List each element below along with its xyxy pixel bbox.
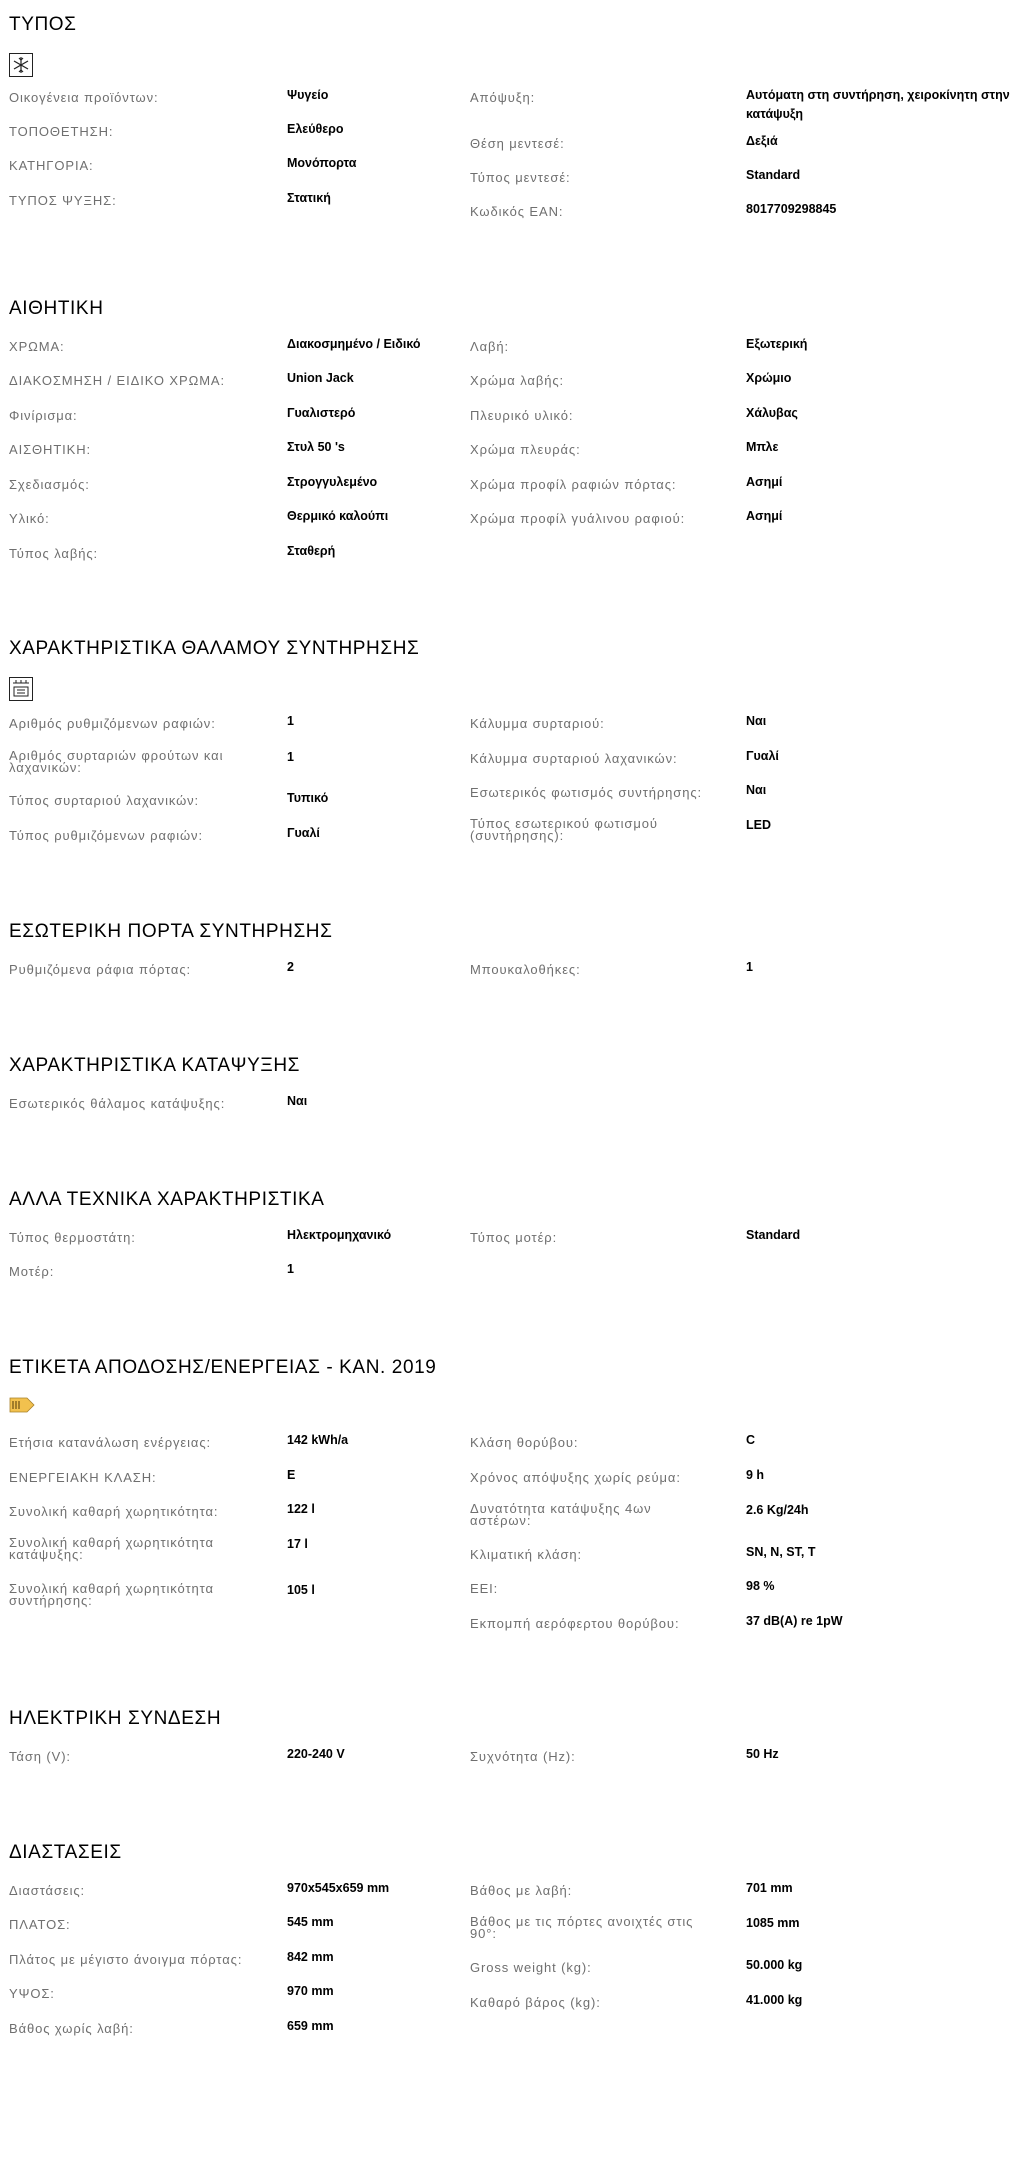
spec-value: Σταθερή (287, 544, 336, 558)
spec-label: Κλάση θορύβου: (470, 1435, 579, 1450)
spec-value: 701 mm (746, 1881, 793, 1895)
section-title: ΧΑΡΑΚΤΗΡΙΣΤΙΚΑ ΚΑΤΑΨΥΞΗΣ (9, 1055, 301, 1076)
spec-label: Συχνότητα (Hz): (470, 1749, 576, 1764)
spec-label: Ετήσια κατανάλωση ενέργειας: (9, 1435, 211, 1450)
spec-label: Οικογένεια προϊόντων: (9, 90, 159, 105)
spec-label: Καθαρό βάρος (kg): (470, 1995, 601, 2010)
spec-value: 105 l (287, 1583, 315, 1597)
spec-value: Στρογγυλεμένο (287, 475, 378, 489)
spec-label: ΧΡΩΜΑ: (9, 339, 65, 354)
spec-label: Τύπος συρταριού λαχανικών: (9, 793, 200, 808)
spec-label: EEI: (470, 1581, 499, 1596)
spec-label: Πλευρικό υλικό: (470, 408, 574, 423)
spec-label: Σχεδιασμός: (9, 477, 90, 492)
spec-label: Χρώμα λαβής: (470, 373, 565, 388)
spec-label: ΠΛΑΤΟΣ: (9, 1917, 71, 1932)
spec-value: 41.000 kg (746, 1993, 803, 2007)
spec-value: 2.6 Kg/24h (746, 1503, 809, 1517)
spec-label: Δυνατότητα κατάψυξης 4ων αστέρων: (470, 1501, 652, 1528)
spec-value: 1085 mm (746, 1916, 800, 1930)
spec-value: 659 mm (287, 2019, 334, 2033)
spec-value: Γυαλί (746, 749, 779, 763)
spec-label: ΤΟΠΟΘΕΤΗΣΗ: (9, 124, 114, 139)
spec-label: Διαστάσεις: (9, 1883, 86, 1898)
spec-value: 9 h (746, 1468, 765, 1482)
spec-value: Ψυγείο (287, 88, 329, 102)
spec-value: Χάλυβας (746, 406, 798, 420)
spec-label: Συνολική καθαρή χωρητικότητα κατάψυξης: (9, 1535, 214, 1562)
spec-label: Λαβή: (470, 339, 510, 354)
spec-value: 17 l (287, 1537, 308, 1551)
spec-value: 37 dB(A) re 1pW (746, 1614, 843, 1628)
spec-value: Αυτόματη στη συντήρηση, χειροκίνητη στην κατάψυξη (746, 88, 1010, 121)
spec-value: Ελεύθερο (287, 122, 344, 136)
spec-label: Βάθος με λαβή: (470, 1883, 573, 1898)
spec-label: Συνολική καθαρή χωρητικότητα: (9, 1504, 219, 1519)
spec-value: 220-240 V (287, 1747, 345, 1761)
spec-label: Χρώμα προφίλ γυάλινου ραφιού: (470, 511, 686, 526)
spec-value: C (746, 1433, 756, 1447)
spec-value: 2 (287, 960, 294, 974)
spec-value: Στατική (287, 191, 331, 205)
spec-value: Δεξιά (746, 134, 778, 148)
spec-label: Χρώμα πλευράς: (470, 442, 581, 457)
spec-label: Θέση μεντεσέ: (470, 136, 565, 151)
spec-label: ΔΙΑΚΟΣΜΗΣΗ / ΕΙΔΙΚΟ ΧΡΩΜΑ: (9, 373, 226, 388)
spec-label: Τύπος μεντεσέ: (470, 170, 571, 185)
spec-label: Αριθμός ρυθμιζόμενων ραφιών: (9, 716, 216, 731)
spec-value: Διακοσμημένο / Ειδικό (287, 337, 421, 351)
spec-value: Γυαλιστερό (287, 406, 356, 420)
fridge-compartment-icon (9, 677, 33, 701)
spec-value: Χρώμιο (746, 371, 792, 385)
spec-value: Standard (746, 168, 801, 182)
spec-label: ΑΙΣΘΗΤΙΚΗ: (9, 442, 92, 457)
spec-value: 1 (287, 750, 294, 764)
spec-label: Τύπος ρυθμιζόμενων ραφιών: (9, 828, 203, 843)
section-title: ΑΛΛΑ ΤΕΧΝΙΚΑ ΧΑΡΑΚΤΗΡΙΣΤΙΚΑ (9, 1189, 325, 1210)
spec-value: 1 (287, 1262, 294, 1276)
spec-value: 1 (287, 714, 294, 728)
spec-value: Ασημί (746, 475, 783, 489)
spec-value: LED (746, 818, 771, 832)
section-title: ΗΛΕΚΤΡΙΚΗ ΣΥΝΔΕΣΗ (9, 1708, 222, 1729)
spec-label: Αριθμός συρταριών φρούτων και λαχανικών: (9, 748, 224, 775)
spec-label: Gross weight (kg): (470, 1960, 592, 1975)
spec-label: Βάθος χωρίς λαβή: (9, 2021, 134, 2036)
energy-label-icon (9, 1397, 35, 1413)
spec-value: Μονόπορτα (287, 156, 357, 170)
spec-label: Μοτέρ: (9, 1264, 55, 1279)
section-title: ΔΙΑΣΤΑΣΕΙΣ (9, 1842, 122, 1863)
spec-label: Ρυθμιζόμενα ράφια πόρτας: (9, 962, 192, 977)
spec-label: Τύπος μοτέρ: (470, 1230, 558, 1245)
spec-value: Ηλεκτρομηχανικό (287, 1228, 392, 1242)
spec-label: Κωδικός EAN: (470, 204, 564, 219)
spec-label: ΕΝΕΡΓΕΙΑΚΗ ΚΛΑΣΗ: (9, 1470, 157, 1485)
spec-value: Ναι (746, 783, 767, 797)
section-title: ΤΥΠΟΣ (9, 14, 77, 35)
section-title: ΕΣΩΤΕΡΙΚΗ ΠΟΡΤΑ ΣΥΝΤΗΡΗΣΗΣ (9, 921, 333, 942)
spec-label: Μπουκαλοθήκες: (470, 962, 581, 977)
spec-value: 98 % (746, 1579, 775, 1593)
spec-label: Τάση (V): (9, 1749, 71, 1764)
spec-label: Χρώμα προφίλ ραφιών πόρτας: (470, 477, 677, 492)
spec-label: Συνολική καθαρή χωρητικότητα συντήρησης: (9, 1581, 214, 1608)
spec-label: Φινίρισμα: (9, 408, 78, 423)
spec-value: Γυαλί (287, 826, 320, 840)
spec-value: Θερμικό καλούπι (287, 509, 389, 523)
spec-label: Χρόνος απόψυξης χωρίς ρεύμα: (470, 1470, 681, 1485)
section-title: ΧΑΡΑΚΤΗΡΙΣΤΙΚΑ ΘΑΛΑΜΟΥ ΣΥΝΤΗΡΗΣΗΣ (9, 638, 420, 659)
spec-value: Ναι (746, 714, 767, 728)
spec-value: Ναι (287, 1094, 308, 1108)
spec-label: Πλάτος με μέγιστο άνοιγμα πόρτας: (9, 1952, 243, 1967)
spec-label: Κάλυμμα συρταριού: (470, 716, 605, 731)
spec-value: Union Jack (287, 371, 354, 385)
spec-label: Κάλυμμα συρταριού λαχανικών: (470, 751, 678, 766)
spec-label: Εσωτερικός θάλαμος κατάψυξης: (9, 1096, 226, 1111)
spec-value: Εξωτερική (746, 337, 808, 351)
spec-value: Τυπικό (287, 791, 329, 805)
spec-label: ΤΥΠΟΣ ΨΥΞΗΣ: (9, 193, 117, 208)
spec-value: 142 kWh/a (287, 1433, 349, 1447)
spec-label: Τύπος λαβής: (9, 546, 99, 561)
spec-label: ΥΨΟΣ: (9, 1986, 55, 2001)
spec-value: SN, N, ST, T (746, 1545, 816, 1559)
spec-label: Τύπος θερμοστάτη: (9, 1230, 136, 1245)
snowflake-fridge-icon (9, 53, 33, 77)
spec-value: 970x545x659 mm (287, 1881, 390, 1895)
spec-label: Βάθος με τις πόρτες ανοιχτές στις 90°: (470, 1914, 694, 1941)
spec-label: ΚΑΤΗΓΟΡΙΑ: (9, 158, 94, 173)
spec-value: Στυλ 50 's (287, 440, 345, 454)
spec-value: E (287, 1468, 296, 1482)
spec-value: 1 (746, 960, 753, 974)
section-title: ΑΙΘΗΤΙΚΗ (9, 298, 104, 319)
spec-value: 970 mm (287, 1984, 334, 1998)
spec-label: Τύπος εσωτερικού φωτισμού (συντήρησης): (470, 816, 658, 843)
spec-value: Ασημί (746, 509, 783, 523)
section-title: ΕΤΙΚΕΤΑ ΑΠΟΔΟΣΗΣ/ΕΝΕΡΓΕΙΑΣ - ΚΑΝ. 2019 (9, 1357, 437, 1378)
spec-value: 50 Hz (746, 1747, 779, 1761)
spec-label: Υλικό: (9, 511, 50, 526)
spec-label: Εκπομπή αερόφερτου θορύβου: (470, 1616, 680, 1631)
spec-value: 545 mm (287, 1915, 334, 1929)
spec-value: 50.000 kg (746, 1958, 803, 1972)
spec-value: Standard (746, 1228, 801, 1242)
spec-label: Απόψυξη: (470, 90, 536, 105)
spec-value: Μπλε (746, 440, 779, 454)
spec-label: Εσωτερικός φωτισμός συντήρησης: (470, 785, 703, 800)
spec-value: 842 mm (287, 1950, 334, 1964)
spec-label: Κλιματική κλάση: (470, 1547, 583, 1562)
spec-value: 122 l (287, 1502, 315, 1516)
spec-value: 8017709298845 (746, 202, 837, 216)
